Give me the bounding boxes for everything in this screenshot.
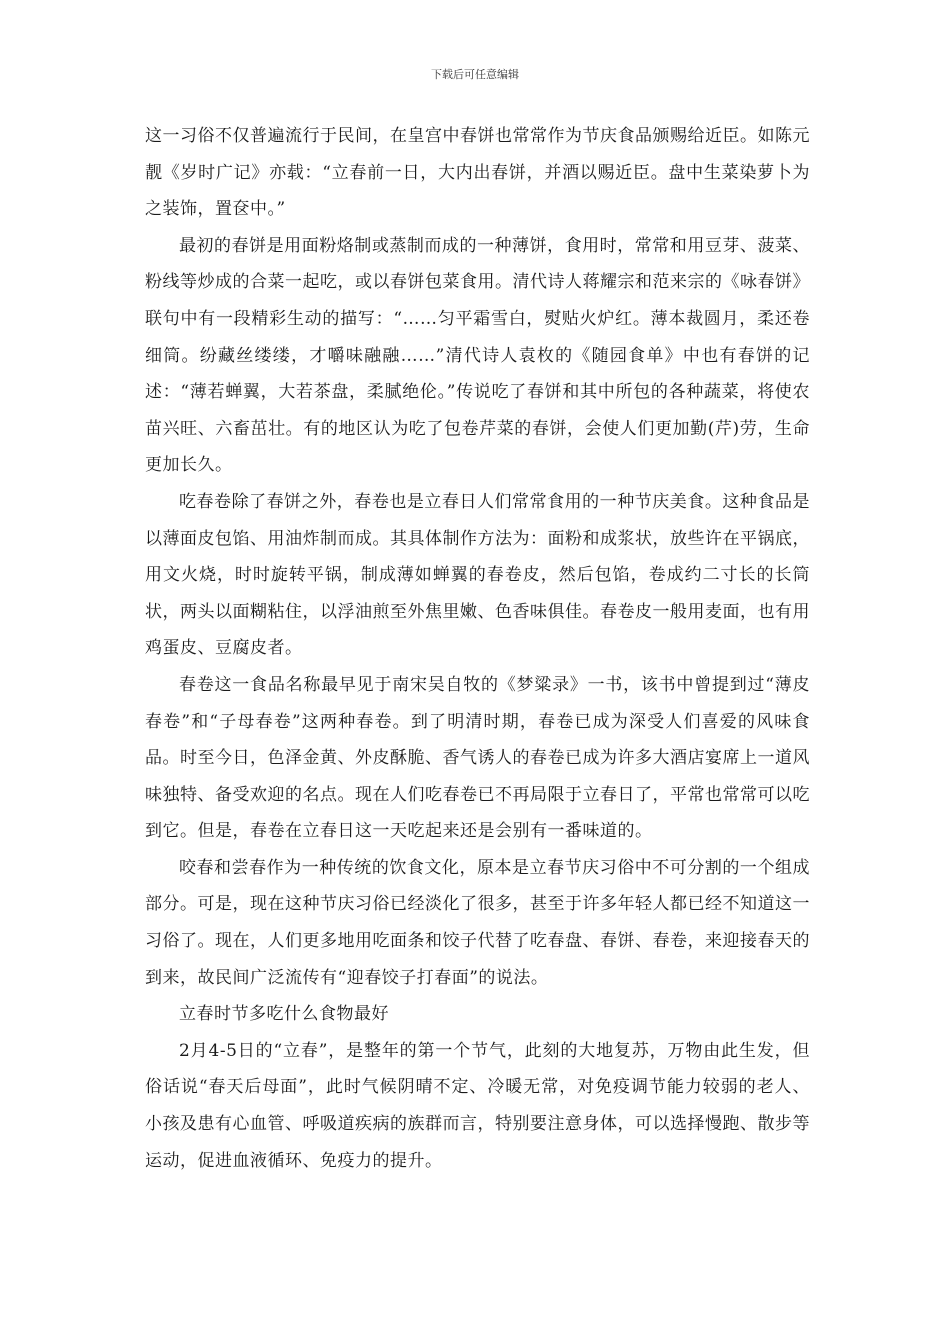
paragraph-lichun-health: 2月4-5日的“立春”，是整年的第一个节气，此刻的大地复苏，万物由此生发，但俗话说“春天后母面”，此时气候阴晴不定、冷暖无常，对免疫调节能力较弱的老人、小孩及患有心血管、呼吸道疾病的族群而言，特别要注意身体，可以选择慢跑、散步等运动，促进血液循环、免疫力的提升。 (145, 1040, 810, 1171)
page-header: 下载后可任意编辑 (431, 68, 519, 81)
section-heading: 立春时节多吃什么食物最好 (179, 1004, 389, 1025)
paragraph-spring-roll-history: 春卷这一食品名称最早见于南宋吴自牧的《梦粱录》一书，该书中曾提到过“薄皮春卷”和“子母春卷”这两种春卷。到了明清时期，春卷已成为深受人们喜爱的风味食品。时至今日，色泽金黄、外皮酥脆、香气诱人的春卷已成为许多大酒店宴席上一道风味独特、备受欢迎的名点。现在人们吃春卷已不再局限于立春日了，平常也常常可以吃到它。但是，春卷在立春日这一天吃起来还是会别有一番味道的。 (145, 674, 810, 842)
paragraph-imperial-spring-cakes: 这一习俗不仅普遍流行于民间，在皇宫中春饼也常常作为节庆食品颁赐给近臣。如陈元靓《岁时广记》亦载：“立春前一日，大内出春饼，并酒以赐近臣。盘中生菜染萝卜为之装饰，置奁中。” (145, 126, 810, 220)
paragraph-spring-pancake-origin: 最初的春饼是用面粉烙制或蒸制而成的一种薄饼，食用时，常常和用豆芽、菠菜、粉线等炒成的合菜一起吃，或以春饼包菜食用。清代诗人蒋耀宗和范来宗的《咏春饼》联句中有一段精彩生动的描写：“……匀平霜雪白，熨贴火炉红。薄本裁圆月，柔还卷细筒。纷藏丝缕缕，才嚼味融融……”清代诗人袁枚的《随园食单》中也有春饼的记述：“薄若蝉翼，大若茶盘，柔腻绝伦。”传说吃了春饼和其中所包的各种蔬菜，将使农苗兴旺、六畜茁壮。有的地区认为吃了包卷芹菜的春饼，会使人们更加勤(芹)劳，生命更加长久。 (145, 235, 810, 476)
paragraph-bite-spring-culture: 咬春和尝春作为一种传统的饮食文化，原本是立春节庆习俗中不可分割的一个组成部分。可是，现在这种节庆习俗已经淡化了很多，甚至于许多年轻人都已经不知道这一习俗了。现在，人们更多地用吃面条和饺子代替了吃春盘、春饼、春卷，来迎接春天的到来，故民间广泛流传有“迎春饺子打春面”的说法。 (145, 857, 810, 988)
paragraph-spring-roll-making: 吃春卷除了春饼之外，春卷也是立春日人们常常食用的一种节庆美食。这种食品是以薄面皮包馅、用油炸制而成。其具体制作方法为：面粉和成浆状，放些许在平锅底，用文火烧，时时旋转平锅，制成薄如蝉翼的春卷皮，然后包馅，卷成约二寸长的长筒状，两头以面糊粘住，以浮油煎至外焦里嫩、色香味俱佳。春卷皮一般用麦面，也有用鸡蛋皮、豆腐皮者。 (145, 491, 810, 659)
document-body (145, 118, 810, 1179)
